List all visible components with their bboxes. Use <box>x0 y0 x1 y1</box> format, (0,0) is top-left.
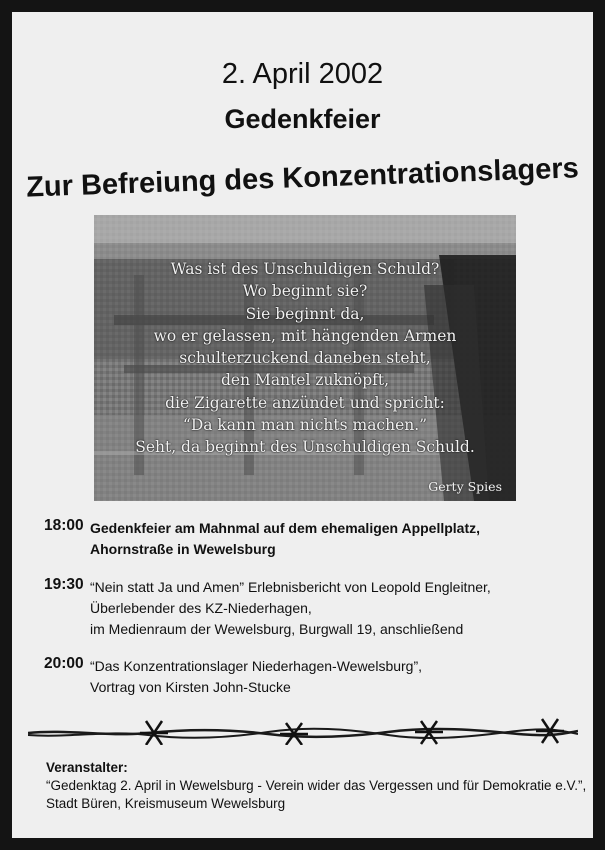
organizer-line: “Gedenktag 2. April in Wewelsburg - Verein wider das Vergessen und für Demokratie e.V.”, <box>46 778 587 793</box>
organizer-block <box>46 759 586 813</box>
program-line: Überlebender des KZ-Niederhagen, <box>90 600 312 616</box>
poem-line: Wo beginnt sie? <box>242 282 368 301</box>
program-line: “Das Konzentrationslager Niederhagen-Wewelsburg”, <box>90 658 423 674</box>
poem-line: “Da kann man nichts machen.” <box>182 416 428 435</box>
poster <box>12 12 593 838</box>
program-line: Ahornstraße in Wewelsburg <box>90 541 276 557</box>
program-time: 19:30 <box>44 576 84 593</box>
program-time: 18:00 <box>44 517 84 534</box>
barracks-photo <box>94 215 516 501</box>
poem-line: Was ist des Unschuldigen Schuld? <box>170 260 440 278</box>
organizer-line: Stadt Büren, Kreismuseum Wewelsburg <box>46 796 286 811</box>
organizer-label: Veranstalter: <box>46 760 128 775</box>
program-description <box>90 656 422 698</box>
poem-line: Sie beginnt da, <box>245 304 365 323</box>
program-time: 20:00 <box>44 655 84 672</box>
event-date: 2. April 2002 <box>221 58 384 90</box>
program-description <box>90 518 480 560</box>
event-title: Gedenkfeier <box>224 104 381 134</box>
poem-line: den Mantel zuknöpft, <box>220 371 390 390</box>
program-description <box>90 577 491 640</box>
poem-line: wo er gelassen, mit hängenden Armen <box>153 326 457 345</box>
program-line: “Nein statt Ja und Amen” Erlebnisbericht von Leopold Engleitner, <box>90 579 491 595</box>
event-subtitle: Zur Befreiung des Konzentrationslagers <box>25 152 580 204</box>
program-line: Gedenkfeier am Mahnmal auf dem ehemaligen Appellplatz, <box>90 520 481 536</box>
poem-line: die Zigarette anzündet und spricht: <box>165 393 445 412</box>
program-line: im Medienraum der Wewelsburg, Burgwall 19, anschließend <box>90 621 464 637</box>
poem <box>94 258 516 459</box>
program-line: Vortrag von Kirsten John-Stucke <box>90 679 291 695</box>
poem-line: Seht, da beginnt des Unschuldigen Schuld. <box>135 438 475 457</box>
barbed-wire-icon <box>28 715 578 745</box>
poem-line: schulterzuckend daneben steht, <box>179 349 431 368</box>
poem-author: Gerty Spies <box>428 479 502 494</box>
